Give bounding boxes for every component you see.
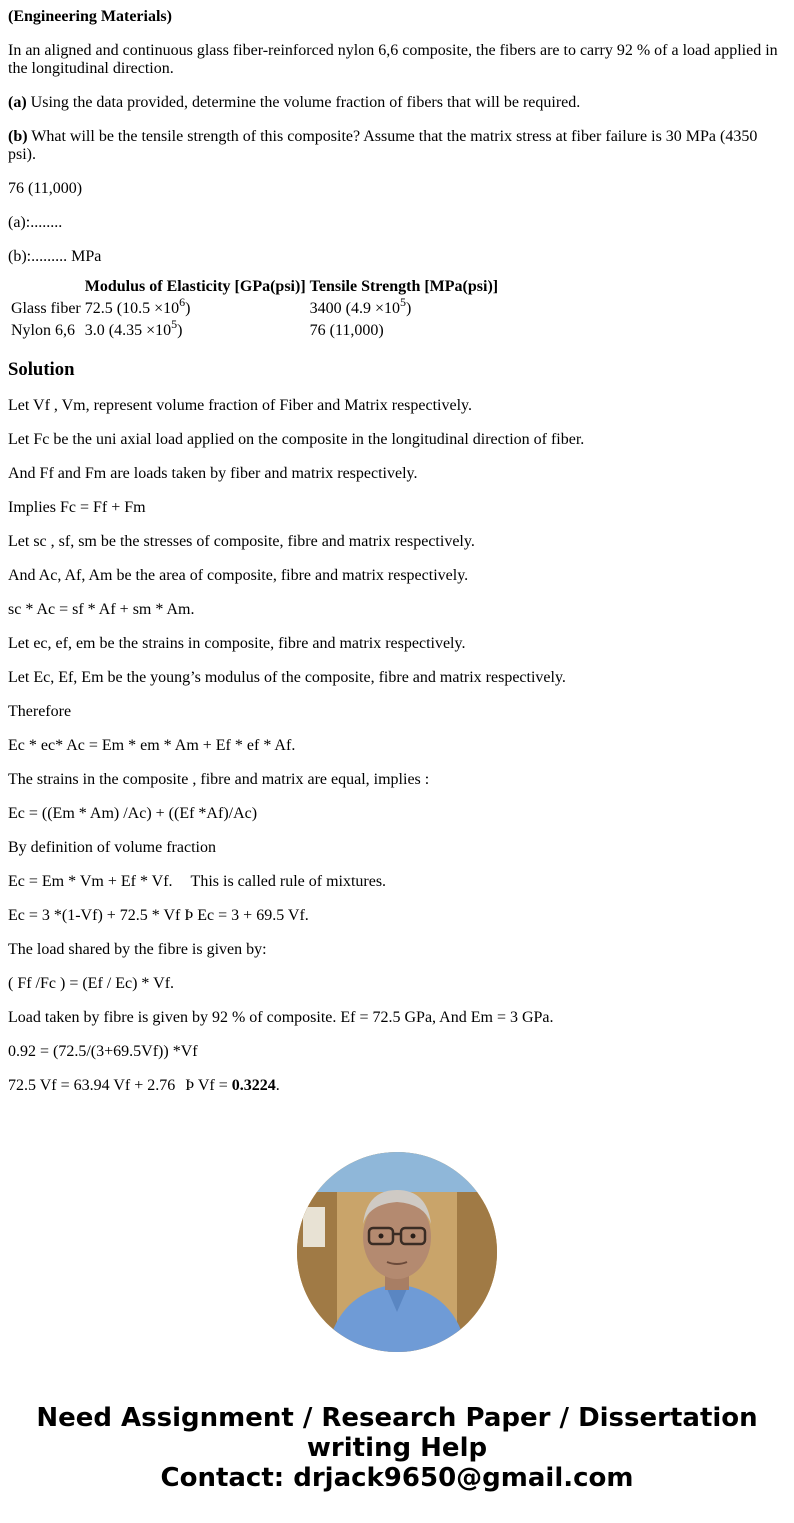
final-value: 0.3224 <box>231 1077 276 1094</box>
modulus-value: 3.0 $(4.35 \times 10^5)$ <box>84 316 183 339</box>
solution-line: The load shared by the fibre is given by: <box>8 941 267 958</box>
problem-part-a <box>8 94 786 112</box>
solution-line: Let Fc be the uni axial load applied on the composite in the longitudinal direction of fiber. <box>8 431 585 448</box>
table-header-strength: Tensile Strength [MPa(psi)] <box>309 278 499 295</box>
solution-line: Therefore <box>8 703 72 720</box>
solution-steps <box>8 397 786 1095</box>
promo-contact: Contact: drjack9650@gmail.com <box>160 1463 634 1493</box>
solution-line: And Ac, Af, Am be the area of composite, fibre and matrix respectively. <box>8 567 469 584</box>
material-name: Glass fiber <box>11 300 81 317</box>
solution-line: Let Ec, Ef, Em be the young’s modulus of the composite, fibre and matrix respectively. <box>8 669 566 686</box>
promo-line-1: Need Assignment / Research Paper / Dissertation <box>36 1403 758 1433</box>
promo-banner <box>0 1403 794 1493</box>
strength-value: 76 (11,000) <box>309 322 384 339</box>
material-name: Nylon 6,6 <box>11 322 75 339</box>
solution-line: The strains in the composite , fibre and matrix are equal, implies : <box>8 771 430 788</box>
material-properties-table <box>8 275 501 343</box>
solution-line: 0.92 = (72.5/(3+69.5Vf)) *Vf <box>8 1043 198 1060</box>
portrait-illustration <box>297 1152 497 1352</box>
table-row <box>10 321 499 341</box>
part-b-label: (b) <box>8 128 28 145</box>
table-header-modulus: Modulus of Elasticity [GPa(psi)] <box>84 278 306 295</box>
solution-line: Let sc , sf, sm be the stresses of composite, fibre and matrix respectively. <box>8 533 475 550</box>
solution-line: Ec = ((Em * Am) /Ac) + ((Ef *Af)/Ac) <box>8 805 258 822</box>
solution-line: Load taken by fibre is given by 92 % of composite. Ef = 72.5 GPa, And Em = 3 GPa. <box>8 1009 554 1026</box>
part-a-text: Using the data provided, determine the volume fraction of fibers that will be required. <box>26 94 581 111</box>
problem-part-b <box>8 128 786 164</box>
table-row <box>10 299 499 319</box>
solution-line: Let ec, ef, em be the strains in composite, fibre and matrix respectively. <box>8 635 466 652</box>
promo-line-2: writing Help <box>306 1433 488 1463</box>
modulus-value: 72.5 $(10.5 \times 10^6)$ <box>84 294 191 317</box>
solution-line: By definition of volume fraction <box>8 839 216 856</box>
solution-line: Implies Fc = Ff + Fm <box>8 499 146 516</box>
document-title: (Engineering Materials) <box>8 8 172 25</box>
solution-line: Ec = 3 *(1-Vf) + 72.5 * Vf Þ Ec = 3 + 69.5 Vf. <box>8 907 309 924</box>
document-body <box>8 8 786 1111</box>
solution-line: sc * Ac = sf * Af + sm * Am. <box>8 601 195 618</box>
problem-intro: In an aligned and continuous glass fiber-reinforced nylon 6,6 composite, the fibers are to carry 92 % of a load applied in the longitudinal direction. <box>8 42 778 77</box>
rule-of-mixtures-line <box>8 873 786 891</box>
table-header-empty <box>10 277 82 297</box>
table-header-row <box>10 277 499 297</box>
answer-a: (a):........ <box>8 214 63 231</box>
final-answer-line: 72.5 Vf = 63.94 Vf + 2.76 Þ Vf = 0.3224. <box>8 1077 280 1094</box>
stray-value: 76 (11,000) <box>8 180 83 197</box>
strength-value: 3400 $(4.9 \times 10^5)$ <box>309 294 412 317</box>
final-implies: Þ Vf = <box>185 1077 232 1094</box>
solution-line: Ec * ec* Ac = Em * em * Am + Ef * ef * Af. <box>8 737 296 754</box>
author-photo <box>297 1152 497 1352</box>
part-b-text: What will be the tensile strength of this composite? Assume that the matrix stress at fiber failure is 30 MPa (4350 psi). <box>8 128 758 163</box>
part-a-label: (a) <box>8 94 27 111</box>
solution-heading: Solution <box>8 359 75 380</box>
answer-b: (b):......... MPa <box>8 248 102 265</box>
solution-line: Let Vf , Vm, represent volume fraction of Fiber and Matrix respectively. <box>8 397 473 414</box>
rule-equation: Ec = Em * Vm + Ef * Vf. <box>8 873 173 890</box>
final-equation: 72.5 Vf = 63.94 Vf + 2.76 <box>8 1077 176 1094</box>
solution-line: ( Ff /Fc ) = (Ef / Ec) * Vf. <box>8 975 175 992</box>
solution-line: And Ff and Fm are loads taken by fiber and matrix respectively. <box>8 465 418 482</box>
rule-note: This is called rule of mixtures. <box>190 873 387 890</box>
